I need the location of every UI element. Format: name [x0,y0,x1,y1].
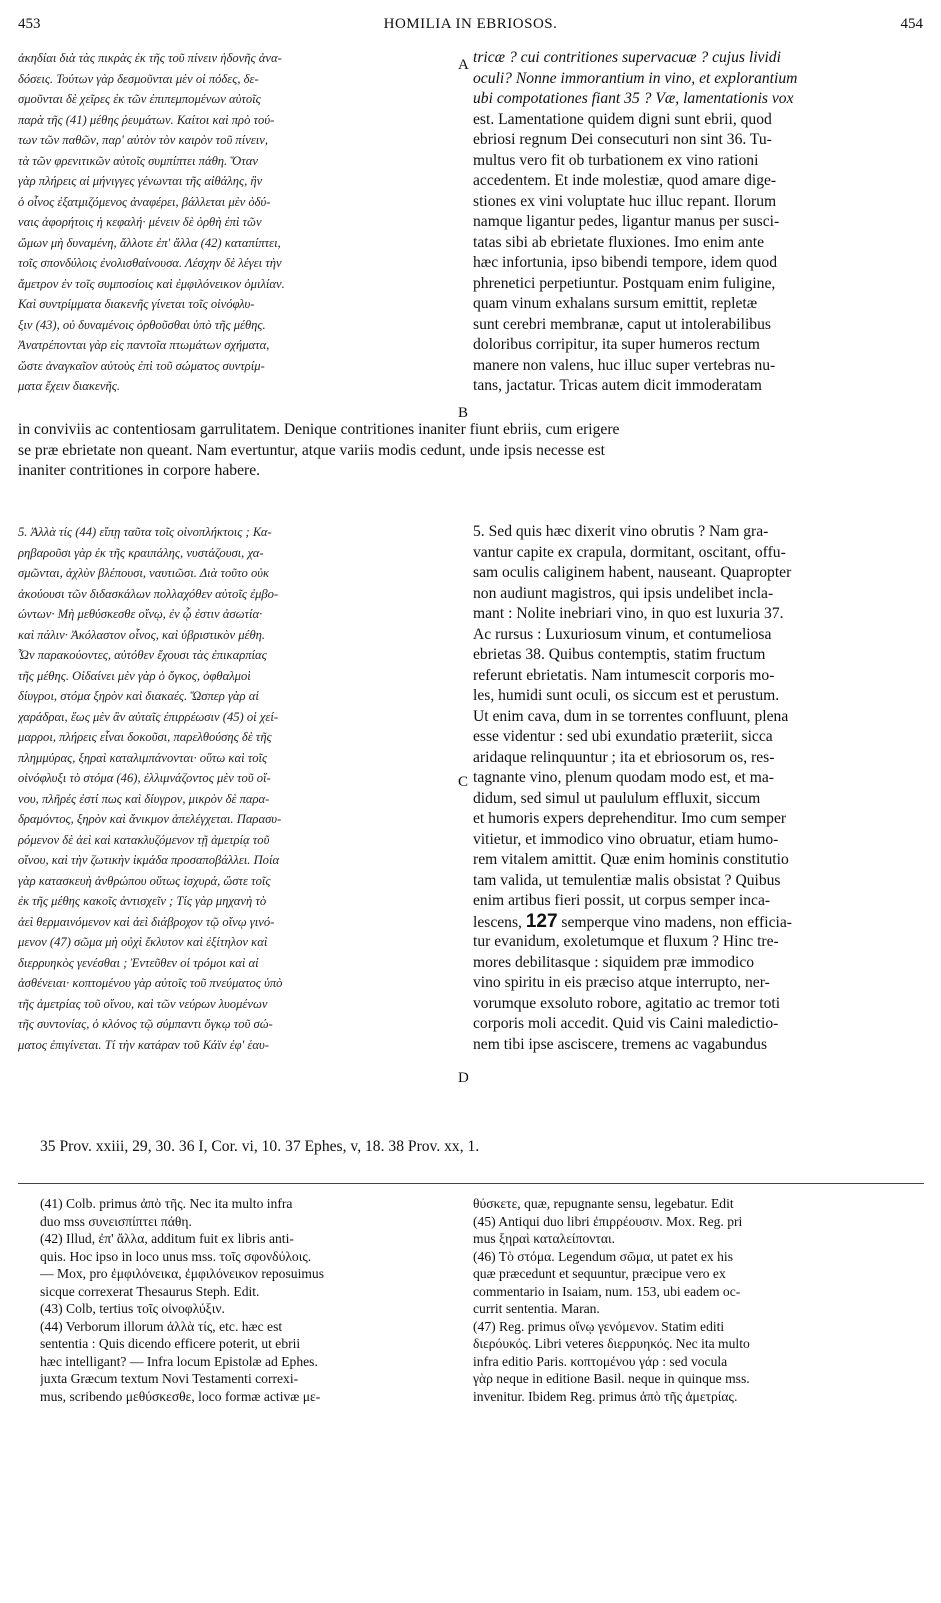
greek-text-line: ἀκηδίαι διὰ τὰς πικρὰς ἐκ τῆς τοῦ πίνειν ἡδονῆς ἀνα- [18,51,282,65]
latin-text-line: enim artibus fieri possit, ut corpus semper inca- [473,892,771,909]
greek-text-line: τοῖς σπονδύλοις ἐνολισθαίνουσα. Λέσχην δὲ λέγει τὴν [18,256,282,270]
latin-text-line: namque ligantur pedes, ligantur manus per susci- [473,213,780,230]
footnote-line: (41) Colb. primus ἀπὸ τῆς. Nec ita multo infra [40,1196,293,1211]
margin-letter-c: C [458,774,469,790]
greek-text-line: μαρροι, πλήρεις εἶναι δοκοῦσι, παρελθούσης δὲ τῆς [18,730,272,744]
latin-text-line: vorumque exsoluto robore, agitatio ac tremor toti [473,994,781,1012]
greek-text-line: δίυγροι, στόμα ξηρὸν καὶ διακαές. Ὥσπερ γὰρ αἱ [18,689,259,703]
footnote-line: currit sententia. Maran. [473,1301,600,1316]
greek-text-line: ὥστε ἀναγκαῖον αὐτοὺς ἐπὶ τοῦ σώματος συντρίμ- [18,358,265,373]
footnote-line: mus, scribendo μεθύσκεσθε, loco formæ activæ με- [40,1388,321,1404]
latin-text-line: ebriosi regnum Dei consecuturi non sint 36. Tu- [473,131,772,148]
greek-text-line: 5. Ἀλλὰ τίς (44) εἴπῃ ταῦτα τοῖς οἰνοπλήκτοις ; Κα- [18,525,272,539]
greek-text-line: δραμόντος, ξηρὸν καὶ ἄνικμον ἀπελέγχεται. Παρασυ- [18,812,282,826]
footnote-line: (45) Antiqui duo libri ἐπιρρέουσιν. Mox. Reg. pri [473,1213,743,1229]
greek-text-line: ἄμετρον ἐν τοῖς συμποσίοις καὶ ἐμφιλόνεικον ὁμιλίαν. [18,276,285,291]
greek-text-line: γὰρ κατασκευὴ ἀνθρώπου οὕτως ἰσχυρά, ὥστε τοῖς [18,873,271,888]
greek-text-line: ματα ἔχειν διακενῆς. [18,379,120,393]
latin-text-line: tam valida, ut temulentiæ malis obsistat ? Quibus [473,871,781,889]
latin-text-line: referunt ebrietatis. Nam intumescit corporis mo- [473,666,775,684]
latin-text-line: doloribus corripitur, ita super humeros rectum [473,336,760,353]
greek-text-line: ρόμενον δὲ ἀεὶ καὶ κατακλυζόμενον τῇ ἀμετρίᾳ τοῦ [18,832,270,847]
latin-text-line: sam oculis caliginem habent, nauseant. Quapropter [473,564,792,581]
column-number-marker: 127 [525,911,558,932]
greek-text-line: ἐκ τῆς μέθης κακοῖς ἀντισχεῖν ; Τίς γὰρ μηχανὴ τὸ [18,894,267,908]
latin-text-line: quam vinum exhalans sursum emittit, repletæ [473,295,758,312]
footnote-line: juxta Græcum textum Novi Testamenti correxi- [40,1371,299,1386]
latin-text-line: les, humidi sunt oculi, os siccum est et perustum. [473,687,780,704]
latin-text-line: Ac rursus : Luxuriosum vinum, et contumeliosa [473,625,772,643]
greek-text-line: δόσεις. Τούτων γὰρ δεσμοῦνται μὲν οἱ πόδες, δε- [18,71,259,86]
greek-text-line: μενον (47) σῶμα μὴ οὐχὶ ἔκλυτον καὶ ἐξίτηλον καὶ [18,935,268,949]
greek-text-line: πλημμύρας, ξηραὶ καταλιμπάνονται· οὕτω καὶ τοῖς [18,750,268,765]
footnote-line: sicque correxerat Thesaurus Steph. Edit. [40,1283,260,1299]
greek-text-line: καὶ πάλιν· Ἀκόλαστον οἶνος, καὶ ὑβριστικὸν μέθη. [18,627,266,642]
greek-text-line: νου, πλῆρές ἐστί πως καὶ δίυγρον, μικρὸν δὲ παρα- [18,791,270,806]
latin-text-line: tagnante vino, plenum quodam modo est, et ma- [473,769,774,786]
footnote-line: (43) Colb, tertius τοῖς οἰνοφλύξιν. [40,1301,225,1316]
greek-text-line: ὤμων μὴ δυναμένη, ἄλλοτε ἐπ' ἄλλα (42) καταπίπτει, [18,235,281,250]
greek-text-line: σμοῦνται δὲ χεῖρες ἐκ τῶν ἐπιπεμπομένων αὐτοῖς [18,92,261,106]
latin-text-line: multus vero fit ob turbationem ex vino rationi [473,151,759,169]
greek-text-line: χαράδραι, ἕως μὲν ἂν αὐταῖς ἐπιρρέωσιν (45) οἱ χεί- [18,709,279,724]
latin-text-line: aridaque relinquuntur ; ita et ebriosorum os, res- [473,748,775,766]
greek-text-line: σμῶνται, ἀχλὺν βλέπουσι, ναυτιῶσι. Διὰ τοῦτο οὐκ [18,566,270,580]
footnote-line: duo mss συνεισπίπτει πάθη. [40,1213,192,1229]
latin-text-line: Ut enim cava, dum in se torrentes confluunt, plena [473,707,789,725]
greek-text-line: ξιν (43), οὐ δυναμένοις ὀρθοῦσθαι ὑπὸ τῆς μέθης. [18,317,266,332]
latin-text-line: est. Lamentatione quidem digni sunt ebrii, quod [473,110,772,128]
latin-text-line: non audiunt magistros, qui ipsis undelibet incla- [473,584,774,602]
footnote-line: (46) Τὸ στόμα. Legendum σῶμα, ut patet ex his [473,1248,733,1264]
latin-text-line: oculi? Nonne immorantium in vino, et explorantium [473,69,798,87]
latin-text-line: stiones ex vini voluptate huc illuc repant. Ilorum [473,192,777,210]
latin-text-line: vino spiritu in eis præciso atque interrupto, ner- [473,974,770,991]
latin-text-line: mant : Nolite inebriari vino, in quo est luxuria 37. [473,605,784,622]
running-title: HOMILIA IN EBRIOSOS. [383,15,558,32]
footnote-line: hæc intelligant? — Infra locum Epistolæ ad Ephes. [40,1353,318,1369]
greek-text-line: παρὰ τῆς (41) μέθης ῥευμάτων. Καίτοι καὶ πρὸ τού- [18,112,275,127]
latin-text-line: tans, jactatur. Tricas autem dicit immoderatam [473,377,762,394]
latin-text-line: manere non valens, huc illuc super vertebras nu- [473,356,776,374]
greek-text-line: ἀεὶ θερμαινόμενον καὶ ἀεὶ διάβροχον τῷ οἴνῳ γινό- [18,914,275,929]
latin-text-line: vantur capite ex crapula, dormitant, oscitant, offu- [473,543,786,561]
latin-text-line: mores debilitasque : siquidem præ immodico [473,953,755,971]
footnote-line: invenitur. Ibidem Reg. primus ἀπὸ τῆς ἀμετρίας. [473,1388,738,1404]
greek-text-line: τῆς μέθης. Οἰδαίνει μὲν γὰρ ὁ ὄγκος, ὀφθαλμοὶ [18,668,251,683]
footnote-line: — Mox, pro ἐμφιλόνεικα, ἐμφιλόνεικον reposuimus [40,1266,325,1281]
greek-column-section-5 [18,522,456,1055]
full-width-text-line: se præ ebrietate non queant. Nam evertuntur, atque variis modis cedunt, unde ipsis necesse est [18,441,606,459]
margin-letter-b: B [458,405,469,421]
greek-text-line: διερρυηκὸς γενέσθαι ; Ἐντεῦθεν οἱ τρόμοι καὶ αἱ [18,955,259,970]
latin-column-top [473,48,925,397]
latin-column-section-5 [473,522,925,1055]
latin-text-line: 5. Sed quis hæc dixerit vino obrutis ? Nam gra- [473,523,769,540]
greek-text-line: Ἀνατρέπονται γὰρ εἰς παντοῖα πτωμάτων σχήματα, [18,338,270,352]
page-header [18,12,923,36]
latin-text-line: tatas sibi ab ebrietate fluxiones. Imo enim ante [473,233,764,251]
greek-text-line: Καὶ συντρίμματα διακενῆς γίνεται τοῖς οἰνόφλυ- [18,297,255,311]
greek-text-line: γὰρ πλήρεις αἱ μήνιγγες γένωνται τῆς αἰθάλης, ἣν [18,174,263,188]
full-width-text-line: inaniter contritiones in corpore habere. [18,462,261,479]
latin-text-line: tur evanidum, exoletumque et fluxum ? Hinc tre- [473,933,779,950]
latin-text-line: sunt cerebri membranæ, caput ut intolerabilibus [473,315,771,333]
left-page-number: 453 [18,15,41,32]
latin-text-line: accedentem. Et inde molestiæ, quod amare dige- [473,172,777,189]
greek-text-line: Ὧν παρακούοντες, αὐτόθεν ἔχουσι τὰς ἐπικαρπίας [18,648,267,662]
footnote-line: quis. Hoc ipso in loco unus mss. τοῖς σφονδύλοις. [40,1248,312,1264]
greek-text-line: τῆς συντονίας, ὁ κλόνος τῷ σύμπαντι ὄγκῳ τοῦ σώ- [18,1017,273,1031]
footnote-line: mus ξηραὶ καταλείπονται. [473,1231,616,1246]
footnote-divider [18,1183,924,1184]
footnotes-left-column [40,1195,455,1405]
footnote-line: infra editio Paris. κοπτομένου γάρ : sed vocula [473,1353,728,1369]
latin-text-line: et humoris expers deprehenditur. Imo cum semper [473,810,787,827]
full-width-paragraph [18,420,924,482]
latin-text-line: lescens, 127 semperque vino madens, non efficia- [473,911,792,932]
footnote-line: commentario in Isaiam, num. 153, ubi eadem oc- [473,1283,741,1299]
greek-text-line: τῆς ἀμετρίας τοῦ οἴνου, καὶ τῶν νεύρων λυομένων [18,996,268,1011]
greek-column-top [18,48,456,397]
footnote-line: διερόυκός. Libri veteres διερρυηκός. Nec ita multo [473,1336,750,1351]
greek-text-line: ἀσθένειαι· κοπτομένου γὰρ αὐτοῖς τοῦ πνεύματος ὑπὸ [18,976,283,990]
latin-text-line: vitietur, et immodico vino obruatur, etiam humo- [473,830,779,848]
greek-text-line: ὁ οἶνος ἐξατμιζόμενος ἀναφέρει, βάλλεται μὲν ὀδύ- [18,194,271,209]
footnotes-right-column [473,1195,925,1405]
greek-text-line: τὰ τῶν φρενιτικῶν αὐτοῖς συμπίπτει πάθη. Ὅταν [18,153,258,168]
latin-text-line: phrenetici perpetiuntur. Postquam enim fuligine, [473,274,776,292]
latin-text-line: ubi compotationes fiant 35 ? Væ, lamentationis vox [473,90,794,107]
footnote-line: quæ præcedunt et sequuntur, præcipue vero ex [473,1266,726,1281]
greek-text-line: ώντων· Μὴ μεθύσκεσθε οἴνῳ, ἐν ᾧ ἐστιν ἀσωτία· [18,607,263,621]
footnote-line: θύσκετε, quæ, repugnante sensu, legebatur. Edit [473,1196,734,1211]
latin-text-line: didum, sed simul ut paululum effluxit, siccum [473,789,761,807]
footnote-line: (44) Verborum illorum ἀλλὰ τίς, etc. hæc est [40,1318,283,1334]
margin-letter-a: A [458,57,469,73]
latin-text-line: esse videntur : sed ubi exundatio præteriit, sicca [473,728,773,745]
latin-text-line: ebrietas 38. Quibus contemptis, statim fructum [473,646,766,663]
latin-text-line: corporis moli accedit. Quid vis Caini maledictio- [473,1015,779,1032]
latin-text-line: hæc infortunia, ipso bibendi tempore, idem quod [473,254,778,271]
greek-text-line: ματος ἐπιγίνεται. Τί τὴν κατάραν τοῦ Κάϊν ἐφ' ἑαυ- [18,1037,269,1052]
latin-text-line: rem vitalem amittit. Quæ enim hominis constitutio [473,851,789,868]
footnote-line: (47) Reg. primus οἴνῳ γενόμενον. Statim editi [473,1318,725,1334]
footnote-line: (42) Illud, ἐπ' ἄλλα, additum fuit ex libris anti- [40,1231,294,1246]
footnote-line: γὰρ neque in editione Basil. neque in quinque mss. [473,1371,750,1386]
margin-letter-d: D [458,1070,469,1086]
latin-text-line: nem tibi ipse asciscere, tremens ac vagabundus [473,1035,768,1053]
latin-text-line: tricæ ? cui contritiones supervacuæ ? cujus lividi [473,49,781,66]
greek-text-line: ἀκούουσι τῶν διδασκάλων πολλαχόθεν αὐτοῖς ἐμβο- [18,586,279,601]
greek-text-line: ρηβαροῦσι γὰρ ἐκ τῆς κραιπάλης, νυστάζουσι, χα- [18,545,264,560]
scripture-references: 35 Prov. xxiii, 29, 30. 36 I, Cor. vi, 10. 37 Ephes, v, 18. 38 Prov. xx, 1. [40,1138,480,1155]
full-width-text-line: in conviviis ac contentiosam garrulitatem. Denique contritiones inaniter fiunt ebriis, cum erigere [18,421,620,438]
greek-text-line: ναις ἀφορήτοις ἡ κεφαλή· μένειν δὲ ὀρθὴ ἐπὶ τῶν [18,215,262,229]
greek-text-line: των τῶν παθῶν, παρ' αὐτὸν τὸν καιρὸν τοῦ πίνειν, [18,133,269,147]
footnote-line: sententia : Quis dicendo efficere poterit, ut ebrii [40,1336,301,1351]
greek-text-line: οἰνόφλυξι τὸ στόμα (46), ἐλλιμνάζοντος μὲν τοῦ οἴ- [18,771,271,785]
right-page-number: 454 [900,15,923,32]
greek-text-line: οἴνου, καὶ τὴν ζωτικὴν ἰκμάδα προσαποβάλλει. Ποία [18,853,280,867]
